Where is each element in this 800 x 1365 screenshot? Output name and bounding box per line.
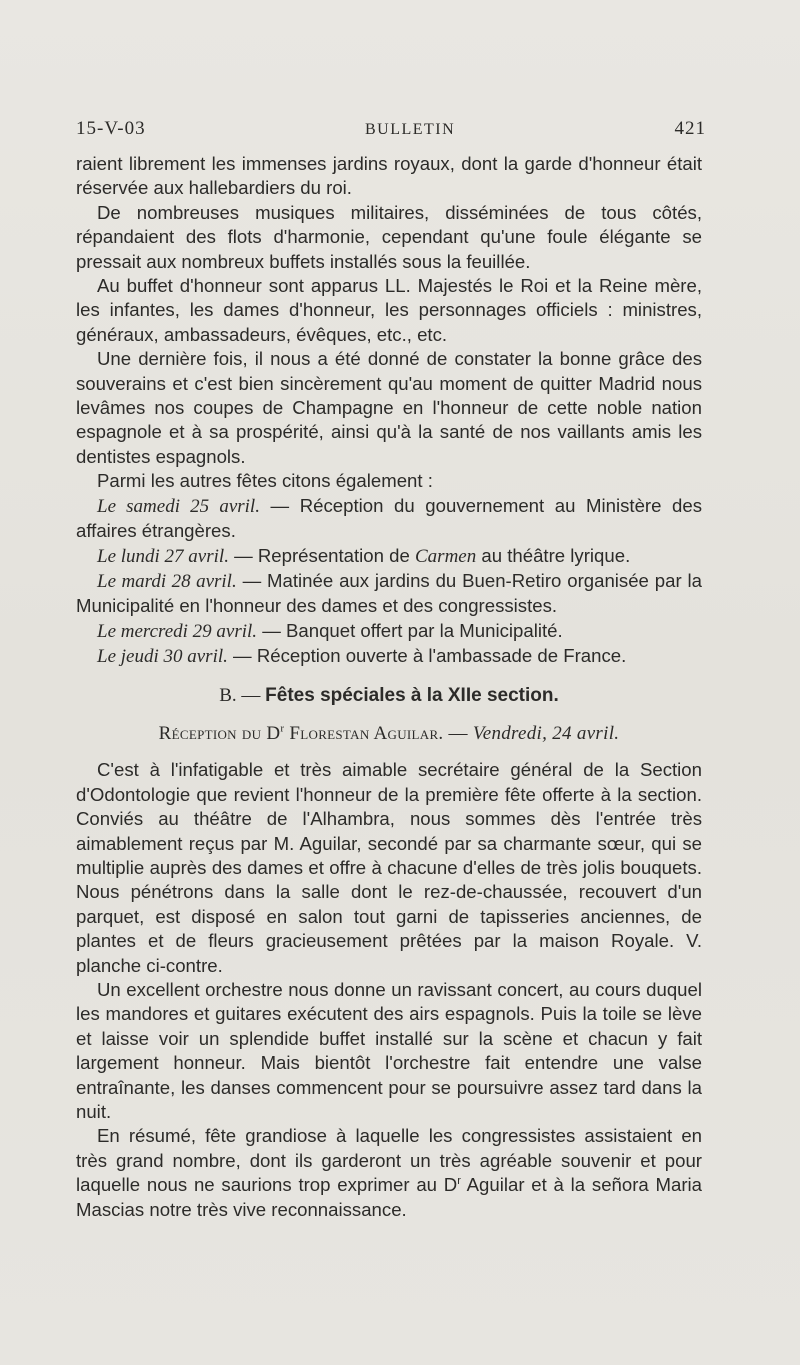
reception-label: Réception du D [158,722,281,744]
event-text: — Réception du gouvernement au Ministère des affaires étrangères. [76,494,703,542]
section-title-text: Fêtes spéciales à la XIIe section. [265,684,559,706]
event-date: Le samedi 25 avril. [97,495,260,517]
article-body [76,152,702,1222]
event-text: — Représentation de [228,544,415,566]
reception-sup: r [280,722,285,735]
event-date: Le jeudi 30 avril. [97,646,228,668]
paragraph-continued: raient librement les immenses jardins royaux, dont la garde d'honneur était réservée aux hallebardiers du roi. [76,153,702,199]
paragraph-music: De nombreuses musiques militaires, disséminées de tous côtés, répandaient des flots d'harmonie, cependant qu'une foule élégante se pressait aux nombreux buffets installés sous la feuillée. [76,201,702,272]
event-mardi [76,569,702,619]
issue-date: 15-V-03 [76,118,146,139]
event-mercredi [76,619,702,644]
paragraph-farewell: Une dernière fois, il nous a été donné de constater la bonne grâce des souverains et c'est bien sincèrement qu'au moment de quitter Madrid nous levâmes nos coupes de Champagne en l'honneur de cette noble nation espagnole et à sa prospérité, ainsi qu'à la santé de nos vaillants amis les dentistes espagnols. [76,348,702,467]
resume-text: En résumé, fête grandiose à laquelle les congressistes assistaient en très grand nombre, dont ils garderont un très agréable souvenir et pour laquelle nous ne saurions trop exprimer au D [76,1125,702,1196]
event-date: Le mercredi 29 avril. [97,620,258,642]
event-text: — Réception ouverte à l'ambassade de France. [227,645,627,667]
event-text: au théâtre lyrique. [476,544,631,566]
event-text: — Matinée aux jardins du Buen-Retiro organisée par la Municipalité en l'honneur des dames et des congressistes. [76,569,702,617]
resume-text-end: Aguilar et à la señora Maria Mascias notre très vive reconnaissance. [76,1174,703,1220]
paragraph-other-fetes: Parmi les autres fêtes citons également : [97,470,433,492]
reception-date: Vendredi, 24 avril. [472,722,620,744]
event-lundi [76,544,702,569]
section-heading [76,684,702,708]
running-header [76,118,706,140]
resume-sup: r [457,1175,461,1188]
bulletin-title: BULLETIN [364,121,456,138]
paragraph-buffet: Au buffet d'honneur sont apparus LL. Majestés le Roi et la Reine mère, les infantes, les dames d'honneur, les personnages officiels : ministres, généraux, ambassadeurs, évêques, etc., etc. [76,275,702,345]
reception-dash: — [443,722,473,744]
reception-host: Florestan Aguilar. [284,722,444,744]
paragraph-alhambra: C'est à l'infatigable et très aimable secrétaire général de la Section d'Odontologie que revient l'honneur de la première fête offerte à la section. Conviés au théâtre de l'Alhambra, nous sommes dès l'entrée très aimablement reçus par M. Aguilar, secondé par sa charmante sœur, qui se multiplie auprès des dames et offre à chacune d'elles de très jolis bouquets. Nous pénétrons dans la salle dont le rez-de-chaussée, recouvert d'un parquet, est disposé en salon tout garni de tapisseries anciennes, de plantes et de fleurs gracieusement prêtées par la maison Royale. V. planche ci-contre. [76,759,702,976]
event-emphasis: Carmen [415,545,477,567]
paragraph-resume [76,1124,702,1222]
event-samedi [76,494,702,544]
event-text: — Banquet offert par la Municipalité. [257,619,563,641]
event-date: Le lundi 27 avril. [97,545,229,567]
paragraph-orchestre: Un excellent orchestre nous donne un ravissant concert, au cours duquel les mandores et guitares exécutent des airs espagnols. Puis la toile se lève et laisse voir un splendide buffet installé sur la scène et chacun y fait largement honneur. Mais bientôt l'orchestre fait entendre une valse entraînante, les danses commencent pour se poursuivre assez tard dans la nuit. [76,979,702,1123]
event-jeudi [76,644,702,669]
section-letter: B. — [219,684,266,706]
page-number: 421 [674,118,706,139]
reception-heading [76,722,702,746]
event-date: Le mardi 28 avril. [97,570,237,592]
